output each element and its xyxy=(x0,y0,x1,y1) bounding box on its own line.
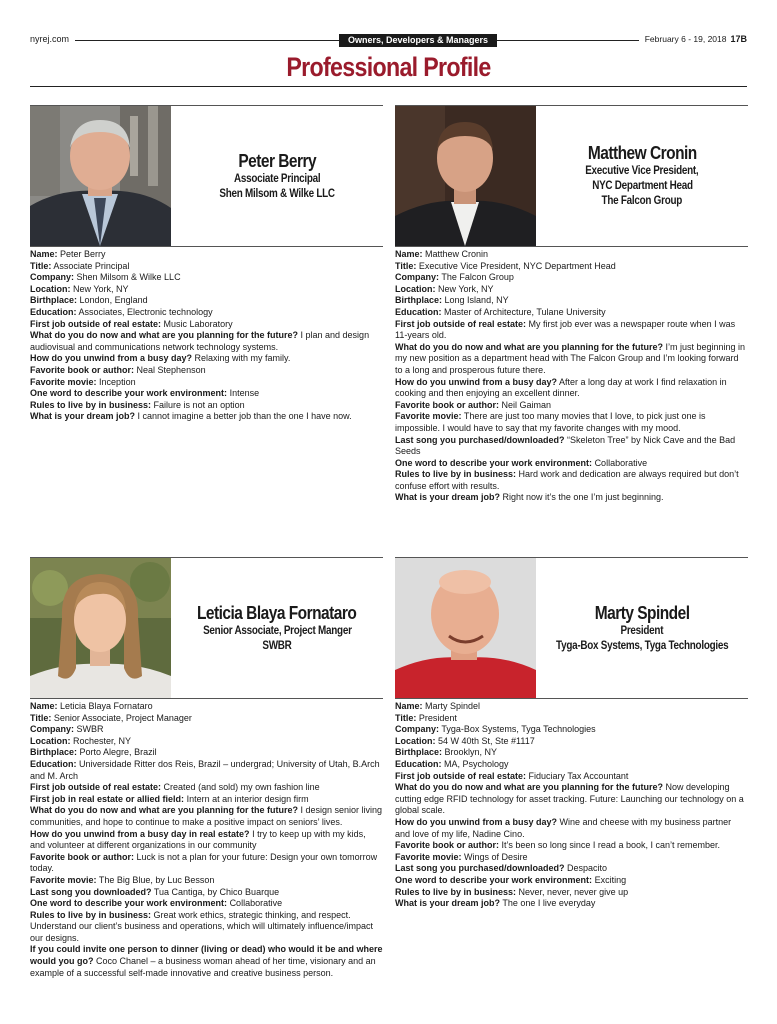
detail-label: Birthplace: xyxy=(395,747,443,758)
detail-label: One word to describe your work environment: xyxy=(395,457,593,468)
detail-label: First job outside of real estate: xyxy=(30,318,162,329)
detail-value: Senior Associate, Project Manager xyxy=(53,712,192,723)
profile-identity xyxy=(171,106,383,246)
detail-label: How do you unwind from a busy day? xyxy=(395,376,558,387)
detail-value: I’m just beginning in my new position as a department head with The Falcon Group and I’m looking forward to a long and prosperous future there. xyxy=(395,341,746,375)
detail-value: There are just too many movies that I love, to pick just one is impossible. I would have to say that my favorite changes with my mood. xyxy=(395,411,706,433)
detail-label: Last song you downloaded? xyxy=(30,886,152,897)
detail-value: Relaxing with my family. xyxy=(194,353,291,364)
detail-label: What do you do now and what are you planning for the future? xyxy=(30,330,298,341)
detail-value: Tua Cantiga, by Chico Buarque xyxy=(153,886,280,897)
section-banner: Owners, Developers & Managers xyxy=(339,34,497,47)
detail-row xyxy=(30,295,383,307)
detail-row xyxy=(395,817,748,840)
detail-label: Location: xyxy=(30,735,71,746)
detail-value: Marty Spindel xyxy=(425,701,481,711)
detail-label: Name: xyxy=(395,249,423,259)
detail-row xyxy=(30,284,383,296)
profile-title-line: The Falcon Group xyxy=(601,195,683,207)
detail-label: Name: xyxy=(395,701,423,711)
detail-label: Education: xyxy=(395,758,442,769)
detail-value: Hard work and dedication are always required but don’t confuse effort with results. xyxy=(395,469,739,491)
detail-value: Intense xyxy=(229,388,260,399)
profile-title-line: SWBR xyxy=(262,639,292,652)
detail-value: New York, NY xyxy=(438,283,494,294)
detail-value: Associate Principal xyxy=(53,260,130,271)
detail-label: What is your dream job? xyxy=(395,492,501,503)
profile-title-line: Associate Principal xyxy=(233,172,321,185)
detail-row xyxy=(30,365,383,377)
profile-header xyxy=(30,105,383,247)
detail-row xyxy=(30,910,383,945)
detail-value: Now developing cutting edge RFID technology for asset tracking. Future: Launching our technology on a global scale. xyxy=(395,782,744,816)
detail-value: I cannot imagine a better job than the one I have now. xyxy=(137,411,352,422)
profile-photo xyxy=(30,558,171,698)
detail-row xyxy=(395,249,748,261)
detail-value: Great work ethics, strategic thinking, and respect. Understand our client’s business and operations, which will ultimately influence/impact our designs. xyxy=(30,909,374,943)
detail-label: Birthplace: xyxy=(30,295,78,306)
detail-value: Wine and cheese with my business partner and love of my life, Nadine Cino. xyxy=(395,816,732,839)
detail-value: Collaborative xyxy=(229,898,283,909)
profile-title-line: Tyga-Box Systems, Tyga Technologies xyxy=(555,639,729,652)
detail-label: Last song you purchased/downloaded? xyxy=(395,863,565,874)
detail-value: Long Island, NY xyxy=(444,295,509,306)
detail-label: What do you do now and what are you planning for the future? xyxy=(395,782,663,793)
detail-row xyxy=(30,724,383,736)
detail-row xyxy=(30,747,383,759)
detail-row xyxy=(30,249,383,261)
detail-label: Last song you purchased/downloaded? xyxy=(395,434,565,445)
detail-row xyxy=(30,319,383,331)
detail-value: Intern at an interior design firm xyxy=(186,793,309,804)
detail-row xyxy=(395,469,748,492)
profile-photo xyxy=(30,106,171,246)
portrait-leticia-blaya-fornataro xyxy=(30,558,171,698)
profile-header xyxy=(395,557,748,699)
detail-value: Shen Milsom & Wilke LLC xyxy=(76,272,181,283)
profile-photo xyxy=(395,106,536,246)
detail-label: If you could invite one person to dinner (living or dead) who would it be and where would you go? xyxy=(30,944,383,967)
detail-label: Birthplace: xyxy=(30,747,78,758)
profile-name: Leticia Blaya Fornataro xyxy=(197,602,357,623)
detail-value: Brooklyn, NY xyxy=(444,747,498,758)
detail-row xyxy=(30,898,383,910)
detail-value: I design senior living communities, and hope to continue to make a positive impact on seniors’ lives. xyxy=(30,805,383,827)
detail-row xyxy=(395,261,748,273)
detail-label: Name: xyxy=(30,249,58,259)
detail-label: Title: xyxy=(395,712,417,723)
detail-label: Company: xyxy=(30,272,75,283)
detail-value: 54 W 40th St, Ste #1117 xyxy=(438,735,535,746)
detail-label: Favorite book or author: xyxy=(395,840,500,851)
detail-value: Failure is not an option xyxy=(153,399,245,410)
detail-row xyxy=(395,400,748,412)
detail-value: The one I live everyday xyxy=(502,898,596,909)
detail-value: Created (and sold) my own fashion line xyxy=(163,782,320,793)
detail-label: Favorite movie: xyxy=(30,874,97,885)
detail-value: Right now it’s the one I’m just beginning. xyxy=(502,492,664,503)
profile-name: Marty Spindel xyxy=(594,602,690,623)
detail-row xyxy=(395,492,748,504)
detail-row xyxy=(395,898,748,910)
detail-row xyxy=(395,840,748,852)
detail-label: What do you do now and what are you planning for the future? xyxy=(30,805,298,816)
detail-label: Rules to live by in business: xyxy=(30,909,152,920)
detail-label: Rules to live by in business: xyxy=(395,469,517,480)
detail-label: Favorite book or author: xyxy=(395,399,500,410)
detail-label: Birthplace: xyxy=(395,295,443,306)
detail-label: Favorite book or author: xyxy=(30,364,135,375)
detail-label: First job outside of real estate: xyxy=(395,318,527,329)
detail-value: Coco Chanel – a business woman ahead of her time, visionary and an example of a successful self-made innovative and creative business person. xyxy=(30,956,376,978)
detail-label: Location: xyxy=(395,283,436,294)
profile-title-line: Shen Milsom & Wilke LLC xyxy=(219,187,335,200)
detail-value: New York, NY xyxy=(73,283,129,294)
detail-value: Music Laboratory xyxy=(163,318,233,329)
detail-row xyxy=(395,342,748,377)
detail-value: Porto Alegre, Brazil xyxy=(79,747,157,758)
detail-value: Luck is not a plan for your future: Design your own tomorrow today. xyxy=(30,851,378,874)
detail-label: First job in real estate or allied field: xyxy=(30,793,185,804)
detail-value: Matthew Cronin xyxy=(425,249,489,259)
detail-value: “Skeleton Tree” by Nick Cave and the Bad Seeds xyxy=(395,434,736,457)
detail-row xyxy=(395,782,748,817)
profile-details xyxy=(30,249,383,423)
detail-value: Inception xyxy=(99,376,136,387)
detail-value: Universidade Ritter dos Reis, Brazil – undergrad; University of Utah, B.Arch and M. Arch xyxy=(30,758,380,781)
detail-value: Tyga-Box Systems, Tyga Technologies xyxy=(441,724,596,735)
title-rule xyxy=(30,86,747,87)
detail-value: Rochester, NY xyxy=(73,735,132,746)
detail-row xyxy=(30,805,383,828)
detail-label: Favorite movie: xyxy=(30,376,97,387)
issue-date: February 6 - 19, 2018 xyxy=(644,34,727,44)
portrait-matthew-cronin xyxy=(395,106,536,246)
detail-value: Wings of Desire xyxy=(464,851,528,862)
detail-value: Master of Architecture, Tulane University xyxy=(444,306,606,317)
detail-value: I try to keep up with my kids, and volunteer at different organizations in our community xyxy=(30,828,366,851)
detail-label: Rules to live by in business: xyxy=(30,399,152,410)
detail-row xyxy=(395,411,748,434)
profile-title-line: Executive Vice President, xyxy=(585,165,699,177)
detail-value: Never, never, never give up xyxy=(518,886,629,897)
page-header-bar xyxy=(30,34,747,48)
detail-label: What do you do now and what are you planning for the future? xyxy=(395,341,663,352)
detail-row xyxy=(30,261,383,273)
detail-label: Company: xyxy=(30,724,75,735)
page-title: Professional Profile xyxy=(286,52,491,82)
detail-row xyxy=(395,747,748,759)
detail-label: What is your dream job? xyxy=(395,898,501,909)
detail-label: Location: xyxy=(30,283,71,294)
profile-name: Peter Berry xyxy=(238,150,316,171)
detail-label: Title: xyxy=(30,260,52,271)
detail-row xyxy=(395,875,748,887)
detail-row xyxy=(30,377,383,389)
detail-row xyxy=(30,330,383,353)
detail-row xyxy=(30,852,383,875)
detail-label: What is your dream job? xyxy=(30,411,136,422)
detail-value: MA, Psychology xyxy=(444,758,509,769)
detail-value: Peter Berry xyxy=(60,249,106,259)
detail-value: Leticia Blaya Fornataro xyxy=(60,701,153,711)
detail-row xyxy=(395,307,748,319)
detail-value: Executive Vice President, NYC Department Head xyxy=(418,260,616,271)
detail-row xyxy=(395,458,748,470)
portrait-peter-berry xyxy=(30,106,171,246)
detail-value: Neal Stephenson xyxy=(136,364,206,375)
profile-photo xyxy=(395,558,536,698)
detail-row xyxy=(30,944,383,979)
detail-label: Education: xyxy=(30,758,77,769)
detail-label: First job outside of real estate: xyxy=(30,782,162,793)
detail-row xyxy=(30,829,383,852)
profile-name: Matthew Cronin xyxy=(587,143,697,163)
detail-label: Title: xyxy=(395,260,417,271)
detail-value: Exciting xyxy=(594,874,627,885)
profile-title-line: Senior Associate, Project Manger xyxy=(202,624,352,637)
profile-details xyxy=(30,701,383,979)
detail-row xyxy=(395,284,748,296)
portrait-marty-spindel xyxy=(395,558,536,698)
detail-value: Neil Gaiman xyxy=(501,399,552,410)
detail-row xyxy=(30,759,383,782)
detail-label: One word to describe your work environment: xyxy=(30,388,228,399)
detail-row xyxy=(395,852,748,864)
detail-row xyxy=(30,701,383,713)
detail-row xyxy=(395,377,748,400)
detail-row xyxy=(395,724,748,736)
detail-label: How do you unwind from a busy day? xyxy=(30,353,193,364)
detail-value: The Big Blue, by Luc Besson xyxy=(98,874,215,885)
detail-row xyxy=(395,771,748,783)
detail-row xyxy=(395,887,748,899)
detail-row xyxy=(395,701,748,713)
detail-value: Associates, Electronic technology xyxy=(78,306,213,317)
detail-label: Company: xyxy=(395,272,440,283)
detail-label: Education: xyxy=(30,306,77,317)
detail-row xyxy=(30,400,383,412)
detail-row xyxy=(395,863,748,875)
detail-row xyxy=(30,736,383,748)
detail-row xyxy=(30,388,383,400)
detail-label: Title: xyxy=(30,712,52,723)
detail-value: My first job ever was a newspaper route when I was 11-years old. xyxy=(395,318,736,341)
detail-row xyxy=(395,319,748,342)
profile-details xyxy=(395,701,748,910)
detail-label: Education: xyxy=(395,306,442,317)
detail-row xyxy=(30,272,383,284)
detail-label: Location: xyxy=(395,735,436,746)
detail-row xyxy=(30,353,383,365)
detail-value: Fiduciary Tax Accountant xyxy=(528,770,629,781)
detail-row xyxy=(30,411,383,423)
detail-row xyxy=(395,759,748,771)
profile-identity xyxy=(536,558,748,698)
detail-value: Collaborative xyxy=(594,457,648,468)
detail-value: Despacito xyxy=(567,863,608,874)
profile-identity xyxy=(171,558,383,698)
profile-details xyxy=(395,249,748,504)
detail-row xyxy=(395,736,748,748)
page-number: 17B xyxy=(730,34,747,44)
detail-row xyxy=(30,782,383,794)
profile-header xyxy=(30,557,383,699)
detail-value: London, England xyxy=(79,295,148,306)
detail-label: Favorite book or author: xyxy=(30,851,135,862)
detail-row xyxy=(30,887,383,899)
detail-label: Favorite movie: xyxy=(395,851,462,862)
detail-label: How do you unwind from a busy day in real estate? xyxy=(30,828,250,839)
detail-row xyxy=(30,794,383,806)
detail-row xyxy=(30,713,383,725)
detail-label: Favorite movie: xyxy=(395,411,462,422)
detail-row xyxy=(395,272,748,284)
profile-title-line: NYC Department Head xyxy=(591,180,693,192)
detail-label: One word to describe your work environment: xyxy=(30,898,228,909)
profile-identity xyxy=(536,106,748,246)
site-name[interactable]: nyrej.com xyxy=(30,34,75,44)
detail-value: SWBR xyxy=(76,724,104,735)
detail-row xyxy=(30,307,383,319)
detail-value: After a long day at work I find relaxation in cooking and then enjoying an excellent dinner. xyxy=(395,376,727,399)
detail-row xyxy=(395,713,748,725)
profile-header xyxy=(395,105,748,247)
detail-label: Company: xyxy=(395,724,440,735)
detail-row xyxy=(395,295,748,307)
detail-row xyxy=(30,875,383,887)
detail-value: The Falcon Group xyxy=(441,272,514,283)
detail-label: How do you unwind from a busy day? xyxy=(395,816,558,827)
detail-label: Name: xyxy=(30,701,58,711)
detail-label: First job outside of real estate: xyxy=(395,770,527,781)
profile-title-line: President xyxy=(620,624,664,637)
issue-info xyxy=(639,34,747,44)
detail-value: President xyxy=(418,712,457,723)
detail-label: Rules to live by in business: xyxy=(395,886,517,897)
detail-label: One word to describe your work environment: xyxy=(395,874,593,885)
detail-row xyxy=(395,435,748,458)
detail-value: It’s been so long since I read a book, I can’t remember. xyxy=(501,840,720,851)
detail-value: I plan and design audiovisual and communications network technology systems. xyxy=(30,330,370,352)
